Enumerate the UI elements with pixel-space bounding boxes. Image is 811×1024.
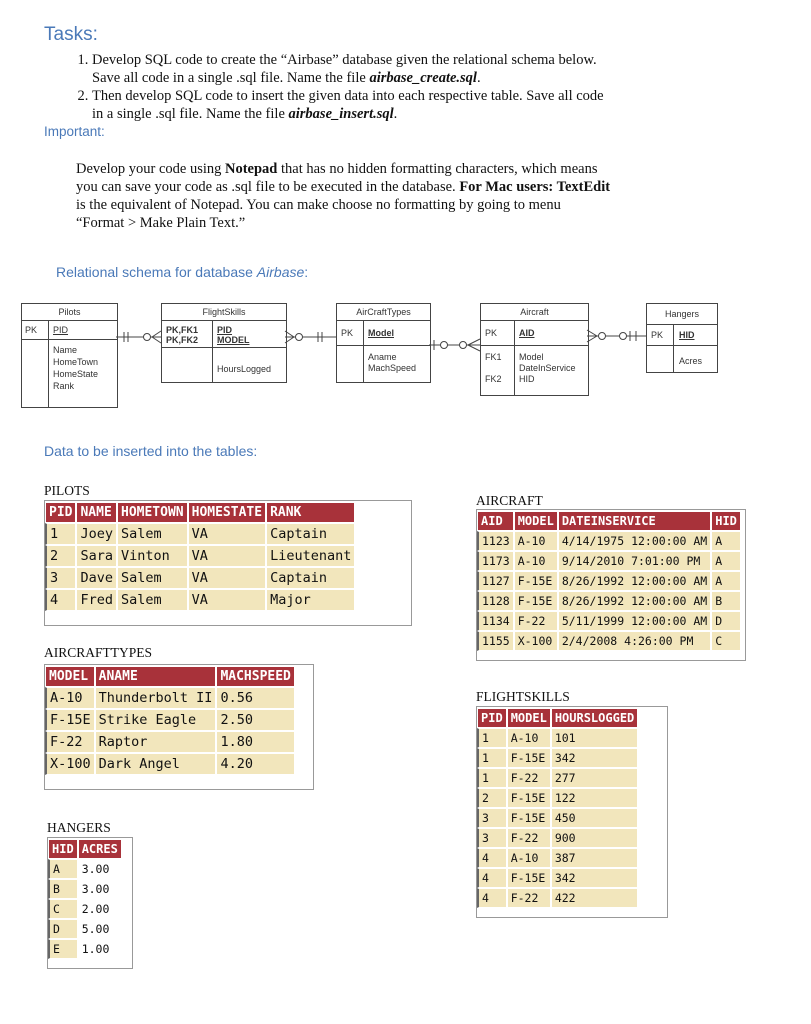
- table-row: [477, 531, 741, 551]
- table-cell: 4: [477, 888, 507, 908]
- table-cell: B: [48, 879, 78, 899]
- hangers-header-row: [48, 839, 122, 859]
- table-cell: F-15E: [507, 868, 551, 888]
- table-cell: 4/14/1975 12:00:00 AM: [558, 531, 711, 551]
- table-cell: 122: [551, 788, 638, 808]
- table-cell: E: [48, 939, 78, 959]
- entity-aircrafttypes-title: AirCraftTypes: [337, 304, 430, 321]
- table-cell: C: [48, 899, 78, 919]
- table-cell: B: [711, 591, 741, 611]
- entity-hangers-title: Hangers: [647, 304, 717, 325]
- column-header: MODEL: [514, 511, 558, 531]
- table-cell: VA: [188, 545, 266, 567]
- table-row: [477, 828, 638, 848]
- table-cell: 1: [477, 728, 507, 748]
- aircrafttypes-table-title: AIRCRAFTTYPES: [44, 645, 153, 660]
- table-cell: 9/14/2010 7:01:00 PM: [558, 551, 711, 571]
- aircraft-pk-field: AID: [519, 328, 535, 338]
- table-cell: A: [711, 551, 741, 571]
- table-cell: 5.00: [78, 919, 122, 939]
- table-cell: 1: [45, 523, 76, 545]
- aircrafttypes-field: MachSpeed: [368, 363, 417, 373]
- table-cell: A-10: [507, 728, 551, 748]
- pilots-table: [45, 502, 355, 611]
- column-header: ANAME: [95, 666, 217, 687]
- flightskills-keys-1: PK,FK1: [166, 325, 199, 335]
- hangers-table-title: HANGERS: [47, 820, 111, 835]
- column-header: PID: [45, 502, 76, 523]
- pilots-pk-label: PK: [25, 325, 38, 335]
- table-cell: 3.00: [78, 859, 122, 879]
- aircraft-table-title: AIRCRAFT: [476, 493, 543, 508]
- task-1-end: .: [476, 70, 481, 86]
- hangers-pk-label: PK: [651, 330, 664, 340]
- table-cell: A-10: [514, 531, 558, 551]
- table-cell: 1127: [477, 571, 514, 591]
- table-cell: Captain: [266, 567, 355, 589]
- table-row: [45, 523, 355, 545]
- table-row: [45, 731, 295, 753]
- table-row: [477, 808, 638, 828]
- column-header: HOMETOWN: [117, 502, 188, 523]
- table-row: [48, 919, 122, 939]
- table-cell: F-22: [514, 611, 558, 631]
- table-cell: 2.00: [78, 899, 122, 919]
- column-header: MACHSPEED: [216, 666, 294, 687]
- flightskills-header-row: [477, 708, 638, 728]
- table-cell: 1: [477, 768, 507, 788]
- pilots-field: HomeTown: [53, 357, 99, 367]
- important-text-5: “Format > Make Plain Text.”: [76, 215, 246, 231]
- table-row: [45, 687, 295, 709]
- important-text-2: that has no hidden formatting characters, which means: [277, 161, 598, 177]
- table-row: [48, 939, 122, 959]
- aircraft-pk-label: PK: [485, 328, 498, 338]
- flightskills-field-pid: PID: [217, 325, 233, 335]
- insert-file-name: airbase_insert.sql: [288, 106, 394, 122]
- table-row: [477, 788, 638, 808]
- table-cell: Major: [266, 589, 355, 611]
- table-cell: D: [711, 611, 741, 631]
- task-1-text-2: Save all code in a single .sql file. Name the file: [92, 70, 370, 86]
- aircrafttypes-pk-label: PK: [341, 328, 354, 338]
- table-row: [477, 591, 741, 611]
- table-cell: 4.20: [216, 753, 294, 775]
- table-cell: Dark Angel: [95, 753, 217, 775]
- table-row: [477, 768, 638, 788]
- table-cell: 422: [551, 888, 638, 908]
- table-row: [477, 728, 638, 748]
- table-row: [477, 848, 638, 868]
- table-cell: Dave: [76, 567, 117, 589]
- table-row: [477, 888, 638, 908]
- table-cell: X-100: [45, 753, 95, 775]
- table-row: [48, 859, 122, 879]
- aircraft-header-row: [477, 511, 741, 531]
- table-cell: Fred: [76, 589, 117, 611]
- pilots-header-row: [45, 502, 355, 523]
- hangers-field: Acres: [679, 356, 703, 366]
- table-cell: A-10: [45, 687, 95, 709]
- table-cell: F-22: [45, 731, 95, 753]
- table-cell: Lieutenant: [266, 545, 355, 567]
- table-cell: 3: [477, 808, 507, 828]
- pilots-field: Rank: [53, 381, 75, 391]
- flightskills-table-title: FLIGHTSKILLS: [476, 689, 570, 704]
- table-cell: Salem: [117, 523, 188, 545]
- table-cell: VA: [188, 589, 266, 611]
- column-header: PID: [477, 708, 507, 728]
- important-text-3: you can save your code as .sql file to be executed in the database.: [76, 179, 460, 195]
- table-cell: 4: [477, 848, 507, 868]
- column-header: HOMESTATE: [188, 502, 266, 523]
- table-cell: 1.00: [78, 939, 122, 959]
- aircraft-fk2-label: FK2: [485, 374, 502, 384]
- table-cell: F-22: [507, 768, 551, 788]
- table-row: [45, 753, 295, 775]
- table-row: [477, 611, 741, 631]
- aircrafttypes-field: Aname: [368, 352, 397, 362]
- table-cell: F-15E: [507, 808, 551, 828]
- table-cell: F-22: [507, 828, 551, 848]
- table-cell: 3.00: [78, 879, 122, 899]
- table-cell: Sara: [76, 545, 117, 567]
- table-row: [477, 631, 741, 651]
- table-row: [45, 589, 355, 611]
- table-cell: 900: [551, 828, 638, 848]
- column-header: RANK: [266, 502, 355, 523]
- pilots-field: Name: [53, 345, 78, 355]
- table-cell: F-15E: [45, 709, 95, 731]
- table-row: [477, 868, 638, 888]
- table-cell: 1123: [477, 531, 514, 551]
- table-cell: Salem: [117, 589, 188, 611]
- table-cell: 3: [477, 828, 507, 848]
- schema-caption-colon: :: [304, 264, 309, 280]
- table-cell: Thunderbolt II: [95, 687, 217, 709]
- aircraft-field: Model: [519, 352, 544, 362]
- table-row: [477, 748, 638, 768]
- table-cell: A: [711, 531, 741, 551]
- table-cell: 342: [551, 868, 638, 888]
- table-cell: Raptor: [95, 731, 217, 753]
- table-cell: 1: [477, 748, 507, 768]
- important-text-1: Develop your code using: [76, 161, 225, 177]
- mac-emphasis: For Mac users: TextEdit: [459, 179, 611, 195]
- table-cell: Salem: [117, 567, 188, 589]
- table-cell: 3: [45, 567, 76, 589]
- tasks-heading: Tasks:: [44, 24, 98, 45]
- column-header: AID: [477, 511, 514, 531]
- column-header: HID: [711, 511, 741, 531]
- flightskills-field-hours: HoursLogged: [217, 364, 272, 374]
- aircrafttypes-header-row: [45, 666, 295, 687]
- table-cell: 1173: [477, 551, 514, 571]
- flightskills-field-model: MODEL: [217, 335, 250, 345]
- aircrafttypes-pk-field: Model: [368, 328, 394, 338]
- column-header: MODEL: [45, 666, 95, 687]
- pilots-field: HomeState: [53, 369, 99, 379]
- table-cell: 8/26/1992 12:00:00 AM: [558, 591, 711, 611]
- task-2-text: Then develop SQL code to insert the given data into each respective table. Save all code: [92, 88, 604, 104]
- table-cell: 1128: [477, 591, 514, 611]
- column-header: DATEINSERVICE: [558, 511, 711, 531]
- table-row: [45, 545, 355, 567]
- column-header: HOURSLOGGED: [551, 708, 638, 728]
- column-header: ACRES: [78, 839, 122, 859]
- table-row: [477, 551, 741, 571]
- table-cell: 5/11/1999 12:00:00 AM: [558, 611, 711, 631]
- table-cell: X-100: [514, 631, 558, 651]
- notepad-emphasis: Notepad: [225, 161, 278, 177]
- hangers-pk-field: HID: [679, 330, 695, 340]
- table-cell: VA: [188, 567, 266, 589]
- task-2-text-2: in a single .sql file. Name the file: [92, 106, 289, 122]
- aircraft-field: HID: [519, 374, 535, 384]
- table-cell: 387: [551, 848, 638, 868]
- column-header: MODEL: [507, 708, 551, 728]
- hangers-table: [48, 839, 122, 959]
- table-cell: 2.50: [216, 709, 294, 731]
- task-1-text: Develop SQL code to create the “Airbase” database given the relational schema below.: [92, 52, 597, 68]
- table-cell: 4: [45, 589, 76, 611]
- table-row: [48, 899, 122, 919]
- table-cell: 342: [551, 748, 638, 768]
- table-cell: F-15E: [514, 571, 558, 591]
- table-row: [45, 567, 355, 589]
- important-heading: Important:: [44, 124, 105, 139]
- data-heading: Data to be inserted into the tables:: [44, 443, 258, 459]
- table-cell: 101: [551, 728, 638, 748]
- entity-aircraft-title: Aircraft: [481, 304, 588, 321]
- table-cell: F-22: [507, 888, 551, 908]
- table-cell: Strike Eagle: [95, 709, 217, 731]
- table-cell: 8/26/1992 12:00:00 AM: [558, 571, 711, 591]
- entity-flightskills-title: FlightSkills: [162, 304, 286, 321]
- create-file-name: airbase_create.sql: [369, 70, 477, 86]
- schema-caption-text: Relational schema for database: [56, 264, 257, 280]
- table-cell: 2/4/2008 4:26:00 PM: [558, 631, 711, 651]
- table-cell: Captain: [266, 523, 355, 545]
- column-header: HID: [48, 839, 78, 859]
- table-cell: 1134: [477, 611, 514, 631]
- table-cell: 450: [551, 808, 638, 828]
- aircraft-table: [477, 511, 741, 651]
- table-cell: 1155: [477, 631, 514, 651]
- flightskills-table: [477, 708, 638, 908]
- table-cell: 1.80: [216, 731, 294, 753]
- important-text-4: is the equivalent of Notepad. You can make choose no formatting by going to menu: [76, 197, 561, 213]
- table-cell: F-15E: [507, 748, 551, 768]
- pilots-table-title: PILOTS: [44, 483, 90, 498]
- table-cell: A-10: [507, 848, 551, 868]
- task-2-end: .: [393, 106, 398, 122]
- schema-relationships: [0, 0, 811, 420]
- pilots-pk-field: PID: [53, 325, 69, 335]
- table-cell: 0.56: [216, 687, 294, 709]
- table-cell: C: [711, 631, 741, 651]
- table-cell: VA: [188, 523, 266, 545]
- table-cell: Vinton: [117, 545, 188, 567]
- table-cell: 2: [45, 545, 76, 567]
- table-cell: A: [48, 859, 78, 879]
- table-cell: Joey: [76, 523, 117, 545]
- table-cell: A-10: [514, 551, 558, 571]
- column-header: NAME: [76, 502, 117, 523]
- table-cell: F-15E: [507, 788, 551, 808]
- table-cell: 2: [477, 788, 507, 808]
- table-cell: D: [48, 919, 78, 939]
- aircraft-fk1-label: FK1: [485, 352, 502, 362]
- table-cell: A: [711, 571, 741, 591]
- table-row: [48, 879, 122, 899]
- table-row: [45, 709, 295, 731]
- flightskills-keys-2: PK,FK2: [166, 335, 199, 345]
- aircrafttypes-table: [45, 666, 295, 775]
- table-row: [477, 571, 741, 591]
- aircraft-field: DateInService: [519, 363, 576, 373]
- table-cell: F-15E: [514, 591, 558, 611]
- table-cell: 4: [477, 868, 507, 888]
- schema-caption-db: Airbase: [256, 264, 305, 280]
- entity-pilots-title: Pilots: [22, 304, 117, 321]
- table-cell: 277: [551, 768, 638, 788]
